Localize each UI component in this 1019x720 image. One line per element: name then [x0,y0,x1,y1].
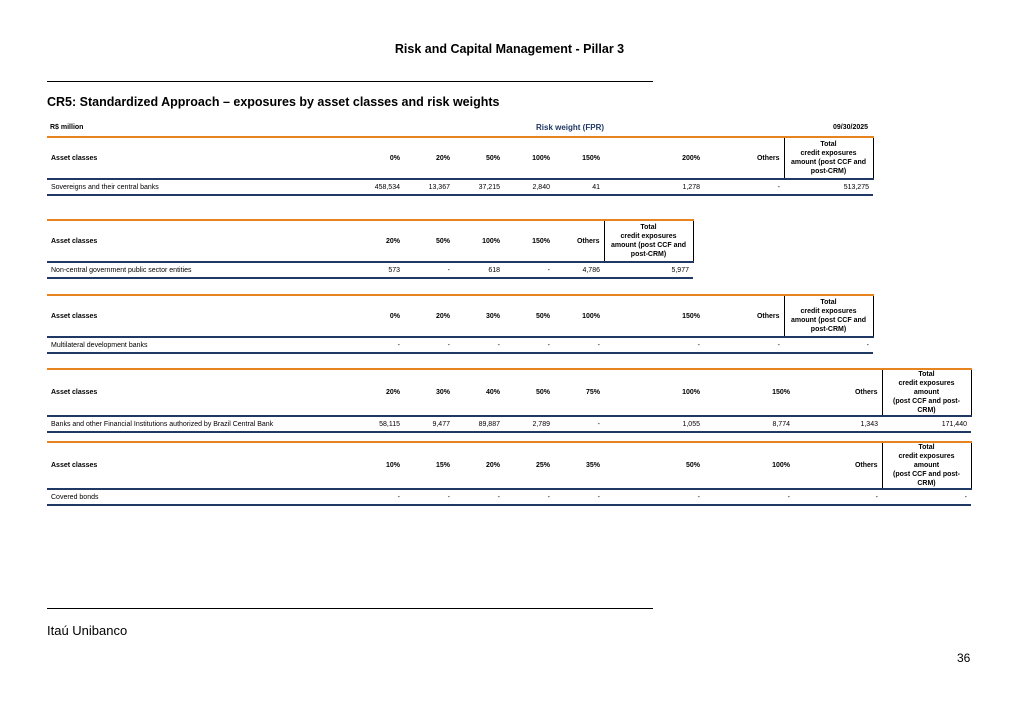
cell-value: 4,786 [554,262,604,278]
cell-value: - [340,489,404,505]
cell-value: - [704,179,784,195]
cell-value: 58,115 [340,416,404,432]
header-rw: Others [554,220,604,262]
cell-total: 171,440 [882,416,971,432]
cell-value: - [404,489,454,505]
header-rw: 100% [454,220,504,262]
header-rw: Others [794,369,882,416]
cell-value: 1,055 [604,416,704,432]
cell-value: - [404,337,454,353]
risk-weight-label: Risk weight (FPR) [536,123,605,132]
cell-value: - [704,337,784,353]
header-rw: 100% [554,295,604,337]
cell-total: 513,275 [784,179,873,195]
header-total: Total credit exposures amount (post CCF and post-CRM) [784,137,873,179]
cell-value: - [604,337,704,353]
header-rw: 100% [504,137,554,179]
cell-total: - [784,337,873,353]
cell-value: - [504,337,554,353]
cell-value: - [504,262,554,278]
cell-value: - [604,489,704,505]
cell-value: - [704,489,794,505]
header-rw: 20% [340,369,404,416]
row-label: Non-central government public sector entities [47,262,340,278]
row-label: Covered bonds [47,489,340,505]
cell-value: - [454,489,504,505]
cell-total: - [882,489,971,505]
header-rw: 35% [554,442,604,489]
cell-value: - [794,489,882,505]
header-rw: 20% [404,137,454,179]
cell-value: 89,887 [454,416,504,432]
cell-value: - [340,337,404,353]
header-rw: 200% [604,137,704,179]
header-rw: 0% [340,295,404,337]
cell-value: 458,534 [340,179,404,195]
header-rw: 30% [454,295,504,337]
header-rw: 10% [340,442,404,489]
row-label: Banks and other Financial Institutions authorized by Brazil Central Bank [47,416,340,432]
header-rw: 30% [404,369,454,416]
cell-value: 13,367 [404,179,454,195]
cell-value: 1,278 [604,179,704,195]
cell-value: 8,774 [704,416,794,432]
footer-divider [47,608,653,609]
cell-value: 618 [454,262,504,278]
header-rw: 50% [504,369,554,416]
header-asset-classes: Asset classes [47,220,340,262]
cell-total: 5,977 [604,262,693,278]
table-sovereigns [47,136,874,196]
cell-value: 37,215 [454,179,504,195]
header-rw: 150% [504,220,554,262]
header-asset-classes: Asset classes [47,369,340,416]
header-rw: 100% [604,369,704,416]
cell-value: - [404,262,454,278]
header-rw: 150% [554,137,604,179]
row-label: Multilateral development banks [47,337,340,353]
header-rw: 75% [554,369,604,416]
header-rw: 40% [454,369,504,416]
header-rw: Others [704,137,784,179]
cell-value: 9,477 [404,416,454,432]
header-rw: 20% [454,442,504,489]
header-rw: Others [704,295,784,337]
header-asset-classes: Asset classes [47,442,340,489]
page-header-title: Risk and Capital Management - Pillar 3 [394,42,625,56]
header-rw: 100% [704,442,794,489]
row-label: Sovereigns and their central banks [47,179,340,195]
header-rw: 50% [604,442,704,489]
header-divider [47,81,653,82]
footer-company-name: Itaú Unibanco [47,623,128,638]
header-rw: 25% [504,442,554,489]
cell-value: - [554,337,604,353]
header-total: Total credit exposures amount (post CCF and post- CRM) [882,369,971,416]
header-rw: 50% [404,220,454,262]
unit-label: R$ million [50,124,84,131]
cell-value: 41 [554,179,604,195]
cell-value: - [454,337,504,353]
report-title: CR5: Standardized Approach – exposures by asset classes and risk weights [47,95,500,109]
header-rw: 150% [704,369,794,416]
cell-value: 1,343 [794,416,882,432]
cell-value: - [504,489,554,505]
cell-value: 573 [340,262,404,278]
cell-value: - [554,416,604,432]
header-rw: 20% [404,295,454,337]
header-total: Total credit exposures amount (post CCF and post-CRM) [784,295,873,337]
header-asset-classes: Asset classes [47,295,340,337]
header-asset-classes: Asset classes [47,137,340,179]
header-rw: 50% [504,295,554,337]
cell-value: - [554,489,604,505]
header-total: Total credit exposures amount (post CCF and post- CRM) [882,442,971,489]
header-total: Total credit exposures amount (post CCF and post-CRM) [604,220,693,262]
table-multilateral-banks [47,294,874,354]
cell-value: 2,840 [504,179,554,195]
table-covered-bonds [47,441,972,506]
page-number: 36 [957,651,971,665]
report-date: 09/30/2025 [833,124,869,131]
header-rw: 15% [404,442,454,489]
header-rw: 0% [340,137,404,179]
header-rw: 20% [340,220,404,262]
header-rw: 150% [604,295,704,337]
table-public-sector [47,219,694,279]
header-rw: Others [794,442,882,489]
cell-value: 2,789 [504,416,554,432]
table-banks-financial-institutions [47,368,972,433]
header-rw: 50% [454,137,504,179]
